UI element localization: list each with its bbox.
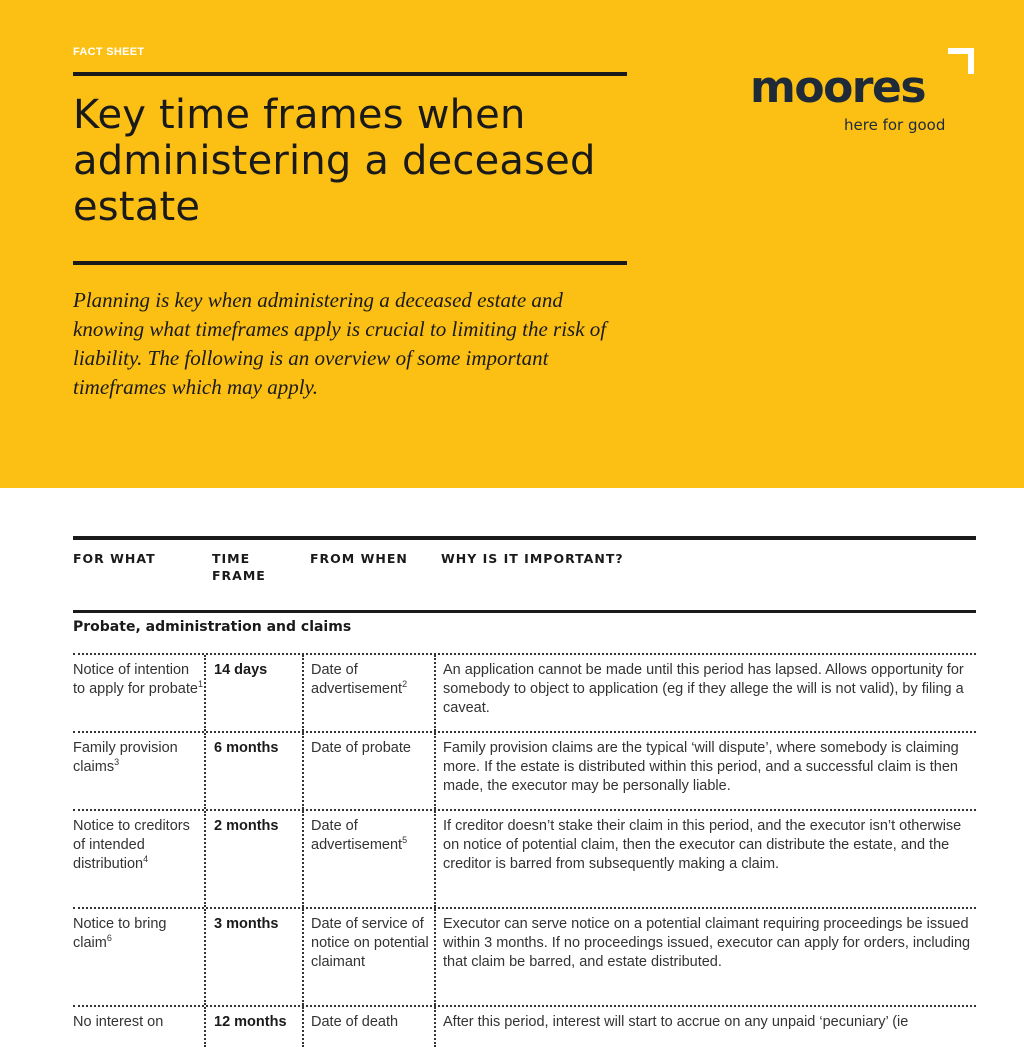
cell-why: After this period, interest will start to accrue on any unpaid ‘pecuniary’ (ie [434,1007,976,1047]
cell-from-when: Date of advertisement$^5$ [302,811,434,907]
footnote-ref: 2 [402,679,408,690]
cell-why: If creditor doesn’t stake their claim in this period, and the executor isn’t otherwise on notice of potential claim, then the executor can distribute the estate, and the creditor is barred from subsequently making a claim. [434,811,976,907]
cell-for-what: Notice to creditors of intended distribution$^4$ [73,818,190,872]
cell-why: Family provision claims are the typical ‘will dispute’, where somebody is claiming more. If the estate is distributed within this period, and a successful claim is then made, the executor may be personally liable. [434,733,976,809]
corner-bracket-icon [946,48,974,76]
header-time-frame [212,550,266,584]
table-row [73,907,976,1005]
footnote-ref: 6 [106,933,112,944]
cell-why: Executor can serve notice on a potential claimant requiring proceedings be issued within 3 months. If no proceedings issued, executor can apply for orders, including that claim be barred, and estate distributed. [434,909,976,1005]
cell-time-frame: 14 days [204,655,302,731]
table-row [73,731,976,809]
title-rule-top [73,72,627,76]
cell-for-what: Family provision claims$^3$ [73,740,178,775]
section-title: Probate, administration and claims [73,619,352,635]
title-rule-bottom [73,261,627,265]
table-row [73,653,976,731]
cell-why: An application cannot be made until this period has lapsed. Allows opportunity for somebody to object to application (eg if they allege the will is not valid), by filing a caveat. [434,655,976,731]
cell-from-when: Date of death [302,1007,434,1047]
cell-from-when: Date of service of notice on potential claimant [302,909,434,1005]
footnote-ref: 1 [197,679,203,690]
header-for-what: FOR WHAT [73,551,156,566]
cell-time-frame: 12 months [204,1007,302,1047]
footnote-ref: 4 [143,854,149,865]
table-header [73,540,976,610]
header-time-frame-line2: FRAME [212,568,266,583]
cell-time-frame: 3 months [204,909,302,1005]
cell-time-frame: 2 months [204,811,302,907]
footnote-ref: 3 [114,757,120,768]
cell-time-frame: 6 months [204,733,302,809]
hero-banner [0,0,1024,488]
moores-logo [748,48,978,138]
cell-from-when: Date of advertisement$^2$ [302,655,434,731]
cell-for-what: Notice to bring claim$^6$ [73,916,167,951]
table-row [73,1005,976,1047]
header-why: WHY IS IT IMPORTANT? [441,551,624,566]
logo-wordmark: moores [750,62,926,113]
header-time-frame-line1: TIME [212,551,251,566]
page-title: Key time frames when administering a deceased estate [73,92,596,230]
table-body [73,653,976,1047]
footnote-ref: 5 [402,835,408,846]
intro-paragraph: Planning is key when administering a deceased estate and knowing what timeframes apply is crucial to limiting the risk of liability. The following is an overview of some important timeframes which may apply. [73,288,607,399]
cell-from-when: Date of probate [302,733,434,809]
cell-for-what: No interest on [73,1014,164,1030]
table-row [73,809,976,907]
timeframes-table [73,536,976,1047]
header-from-when: FROM WHEN [310,551,408,566]
logo-tagline: here for good [844,116,946,134]
fact-sheet-label: FACT SHEET [73,46,145,58]
cell-for-what: Notice of intention to apply for probate$^1$ [73,662,203,697]
